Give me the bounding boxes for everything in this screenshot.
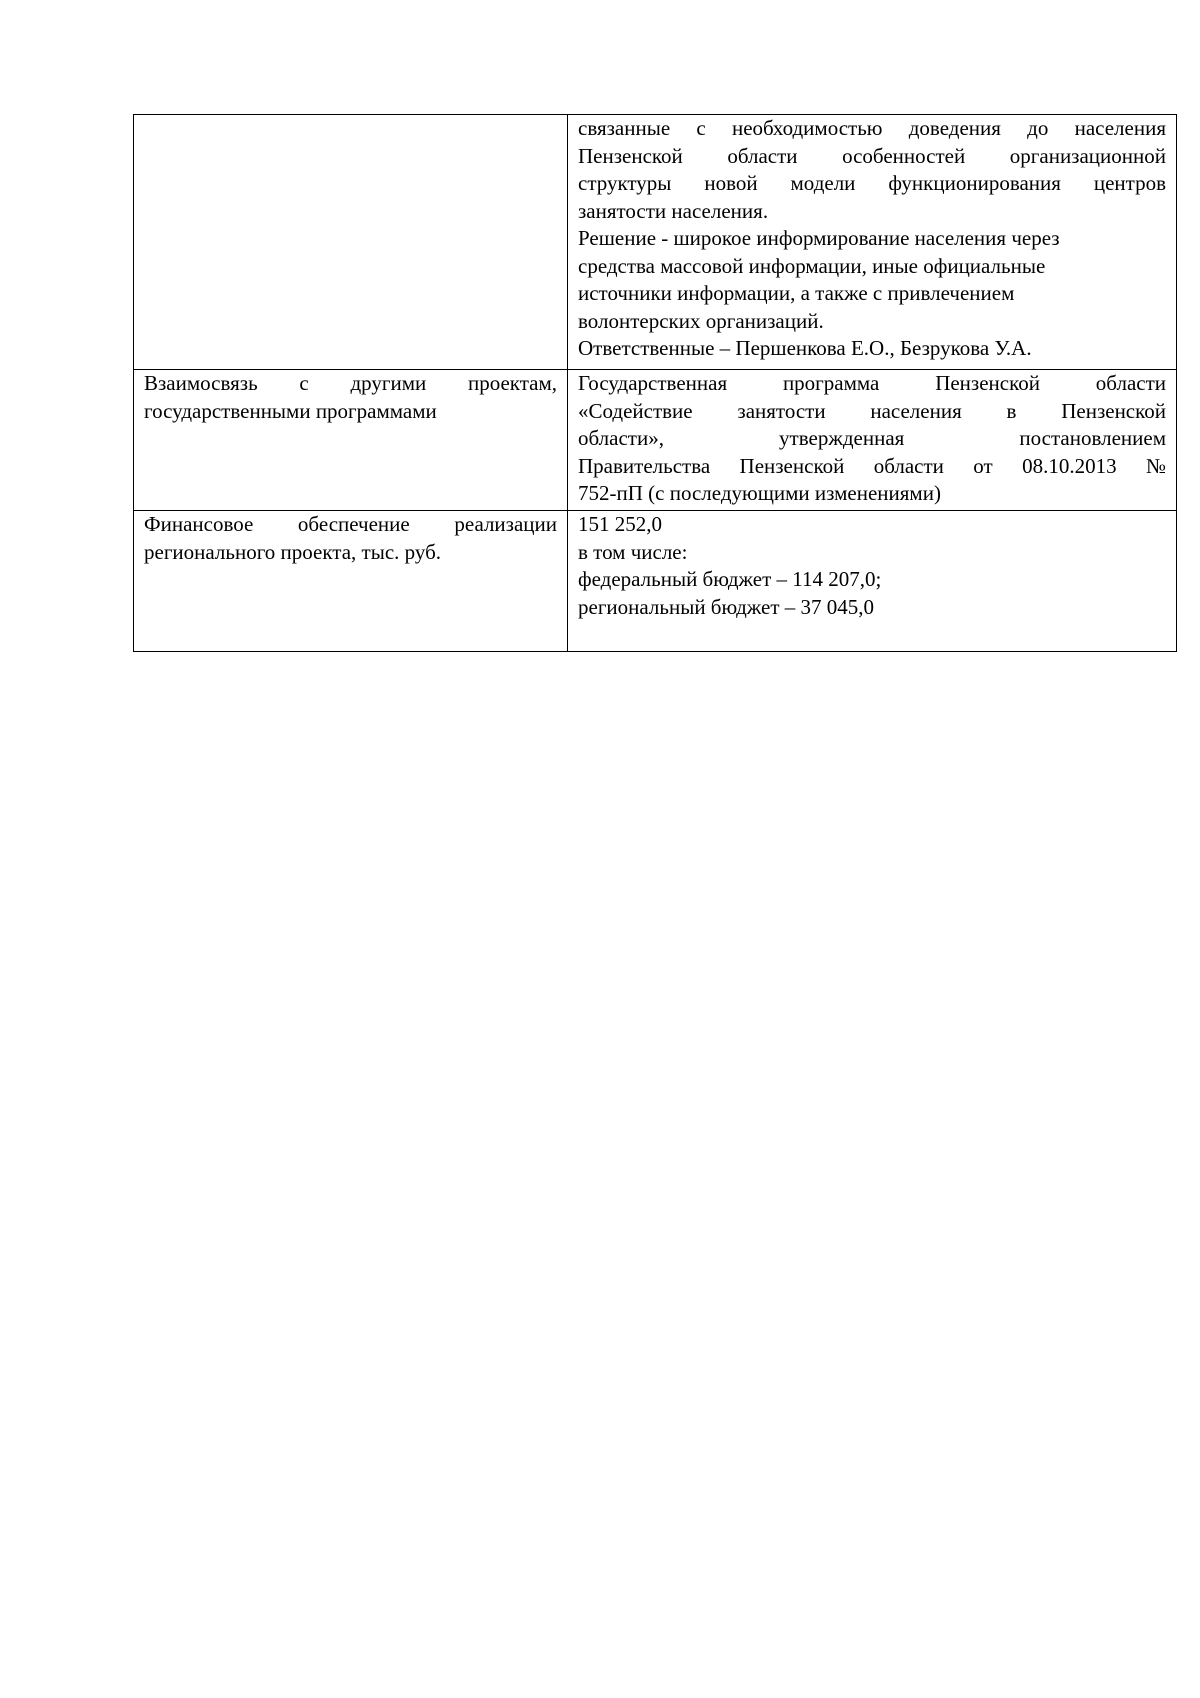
program-text-line: Государственная программа Пензенской области xyxy=(578,371,1166,395)
table-cell-left xyxy=(134,115,568,370)
financing-federal: федеральный бюджет – 114 207,0; xyxy=(578,567,882,591)
table-cell-programs xyxy=(568,370,1177,511)
program-text-line: области», утвержденная постановлением xyxy=(578,426,1166,450)
risk-text-line: занятости населения. xyxy=(578,198,769,223)
table-row xyxy=(134,511,1177,652)
label-line: государственными программами xyxy=(144,398,437,423)
program-text-line: 752-пП (с последующими изменениями) xyxy=(578,481,941,505)
label-line: регионального проекта, тыс. руб. xyxy=(144,539,442,564)
financing-text-line: в том числе: xyxy=(578,539,688,564)
label-line: Финансовое обеспечение реализации xyxy=(144,512,557,536)
table-cell-risks xyxy=(568,115,1177,370)
project-passport-table xyxy=(133,114,1177,652)
solution-text-line: средства массовой информации, иные официальные xyxy=(578,253,1046,278)
table-cell-label xyxy=(134,511,568,652)
financing-regional: региональный бюджет – 37 045,0 xyxy=(578,594,875,619)
risk-text-line: структуры новой модели функционирования центров xyxy=(578,171,1166,195)
risk-text-line: связанные с необходимостью доведения до населения xyxy=(578,116,1166,140)
solution-text-line: волонтерских организаций. xyxy=(578,308,824,333)
program-text-line: Правительства Пензенской области от 08.10.2013 № xyxy=(578,453,1166,478)
responsible-text-line: Ответственные – Першенкова Е.О., Безрукова У.А. xyxy=(578,336,1032,360)
solution-text-line: Решение - широкое информирование населения через xyxy=(578,226,1060,250)
table-cell-financing xyxy=(568,511,1177,652)
label-line: Взаимосвязь с другими проектам, xyxy=(144,371,557,395)
table-row xyxy=(134,115,1177,370)
financing-total: 151 252,0 xyxy=(578,512,662,536)
solution-text-line: источники информации, а также с привлечением xyxy=(578,281,1015,305)
table-row xyxy=(134,370,1177,511)
risk-text-line: Пензенской области особенностей организационной xyxy=(578,143,1166,168)
program-text-line: «Содействие занятости населения в Пензенской xyxy=(578,398,1166,423)
table-cell-label xyxy=(134,370,568,511)
